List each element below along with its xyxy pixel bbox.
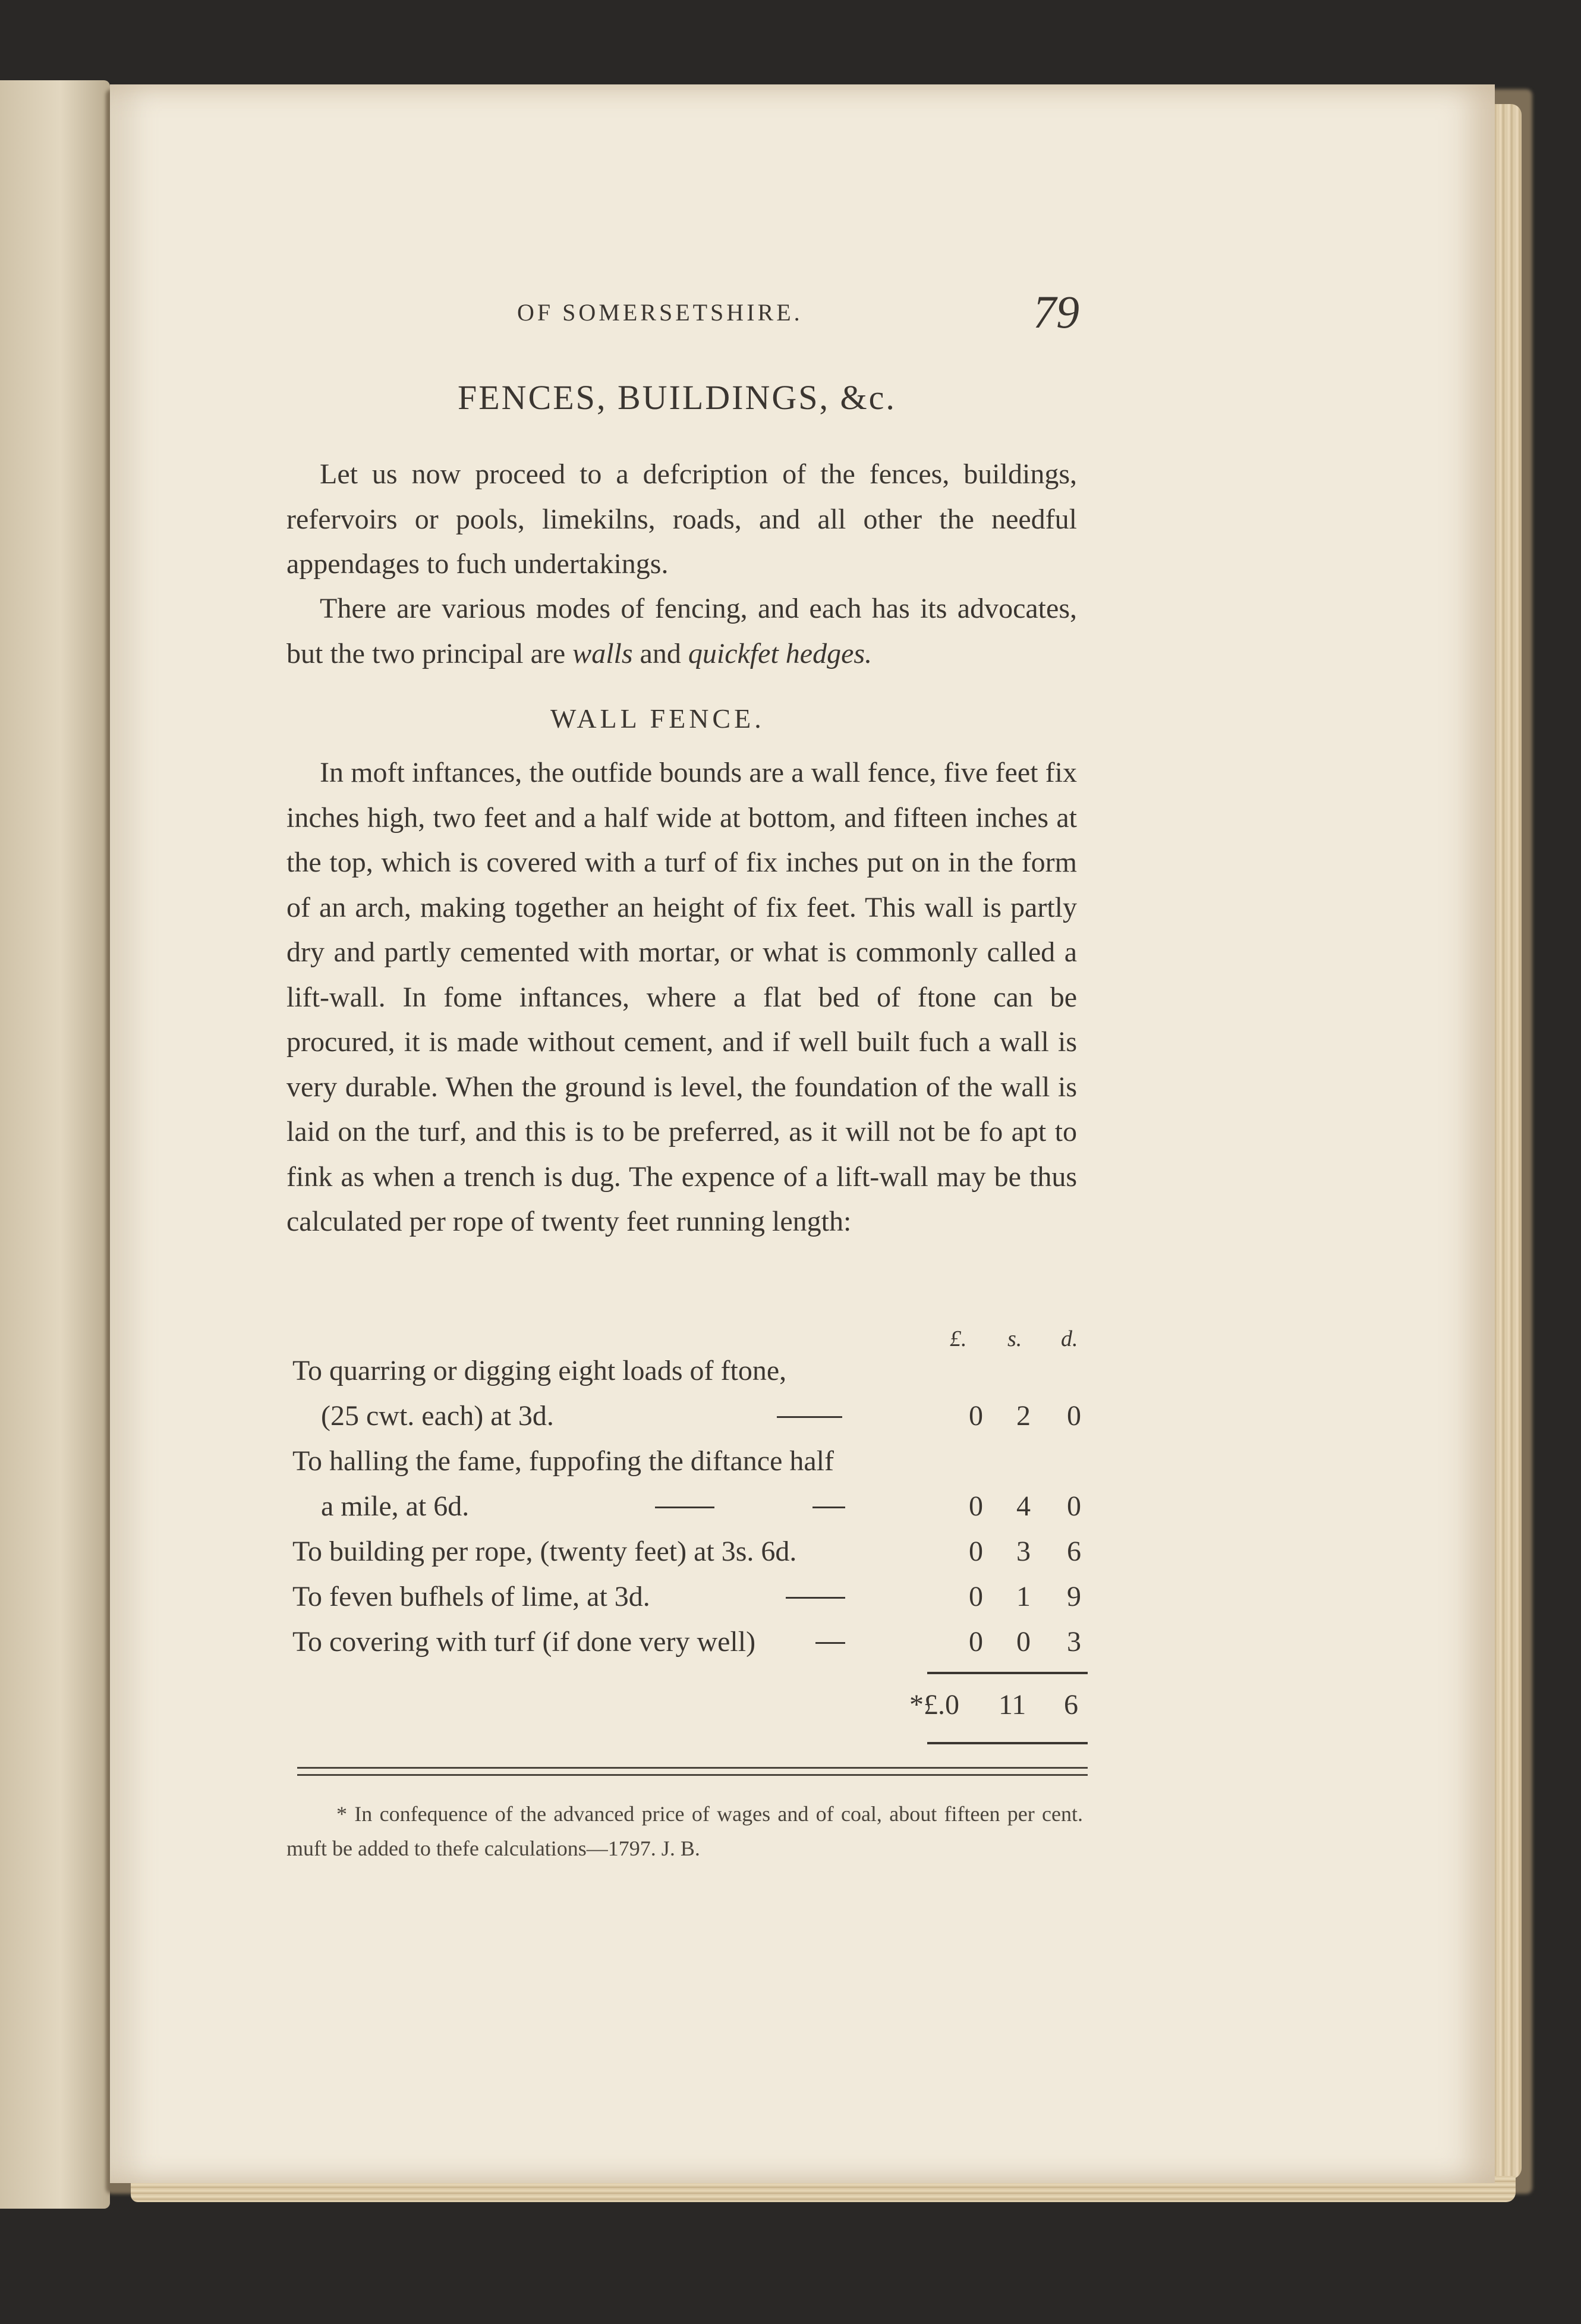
ledger-row-label: To building per rope, (twenty feet) at 3s. 6d.	[292, 1536, 797, 1567]
leader-dash	[786, 1597, 845, 1599]
ledger-row-label: (25 cwt. each) at 3d.	[321, 1400, 554, 1432]
total-rule-top	[927, 1672, 1088, 1674]
ledger-row-label: To covering with turf (if done very well)	[292, 1626, 756, 1658]
paragraph-intro: Let us now proceed to a defcription of the fences, buildings, refervoirs or pools, limekilns, roads, and all other the needful appendages to fuch undertakings.	[286, 458, 1077, 580]
ledger-total-pounds: *£.0	[909, 1689, 959, 1721]
ledger-pence: 9	[1067, 1581, 1081, 1612]
leader-dash	[812, 1507, 845, 1508]
ledger-row	[292, 1619, 1083, 1665]
ledger-row	[292, 1348, 1083, 1394]
ledger-row-label: To halling the fame, fuppofing the diftance half	[292, 1445, 834, 1477]
ledger-header-pounds: £.	[950, 1326, 967, 1351]
ledger-shillings: 3	[1016, 1536, 1031, 1567]
footnote-rule	[297, 1774, 1088, 1776]
ledger-row	[292, 1439, 1083, 1484]
ledger-row	[292, 1574, 1083, 1619]
subsection-title: WALL FENCE.	[550, 703, 765, 734]
ledger-header-shillings: s.	[1007, 1326, 1022, 1351]
ledger-pounds: 0	[969, 1400, 983, 1432]
cost-ledger	[292, 1348, 1083, 1665]
footnote-rule	[297, 1767, 1088, 1769]
total-rule-bottom	[927, 1742, 1088, 1744]
ledger-row	[292, 1529, 1083, 1574]
section-title: FENCES, BUILDINGS, &c.	[458, 378, 896, 417]
ledger-total-pence: 6	[1064, 1689, 1078, 1721]
leader-dash	[777, 1416, 842, 1418]
ledger-row-label: To feven bufhels of lime, at 3d.	[292, 1581, 650, 1612]
ledger-total-shillings: 11	[999, 1689, 1026, 1721]
ledger-pounds: 0	[969, 1626, 983, 1658]
ledger-pence: 3	[1067, 1626, 1081, 1658]
ledger-pence: 0	[1067, 1400, 1081, 1432]
footnote: * In confequence of the advanced price of wages and of coal, about fifteen per cent. muft be added to thefe calculations—1797. J. B.	[286, 1802, 1083, 1860]
ledger-row-label: a mile, at 6d.	[321, 1490, 470, 1522]
ledger-row-label: To quarring or digging eight loads of ftone,	[292, 1355, 787, 1386]
page-number: 79	[1033, 286, 1079, 338]
leader-dash	[655, 1507, 714, 1508]
ledger-pounds: 0	[969, 1536, 983, 1567]
ledger-row	[292, 1484, 1083, 1529]
ledger-shillings: 0	[1016, 1626, 1031, 1658]
ledger-pounds: 0	[969, 1581, 983, 1612]
ledger-shillings: 4	[1016, 1490, 1031, 1522]
previous-page-edge	[0, 80, 110, 2209]
ledger-pence: 0	[1067, 1490, 1081, 1522]
running-head: OF SOMERSETSHIRE.	[517, 299, 803, 326]
ledger-pounds: 0	[969, 1490, 983, 1522]
ledger-shillings: 1	[1016, 1581, 1031, 1612]
ledger-header-pence: d.	[1061, 1326, 1078, 1351]
leader-dash	[815, 1642, 845, 1644]
ledger-pence: 6	[1067, 1536, 1081, 1567]
ledger-shillings: 2	[1016, 1400, 1031, 1432]
paragraph-fencing-modes: There are various modes of fencing, and each has its advocates, but the two principal are walls and quickfet hedges.	[286, 593, 1077, 669]
ledger-row	[292, 1394, 1083, 1439]
paragraph-wall-fence: In moft inftances, the outfide bounds are a wall fence, five feet fix inches high, two feet and a half wide at bottom, and fifteen inches at the top, which is covered with a turf of fix inches put on in the form of an arch, making together an height of fix feet. This wall is partly dry and partly cemented with mortar, or what is commonly called a lift-wall. In fome inftances, where a flat bed of ftone can be procured, it is made without cement, and if well built fuch a wall is very durable. When the ground is level, the foundation of the wall is laid on the turf, and this is to be preferred, as it will not be fo apt to fink as when a trench is dug. The expence of a lift-wall may be thus calculated per rope of twenty feet running length:	[286, 757, 1077, 1237]
